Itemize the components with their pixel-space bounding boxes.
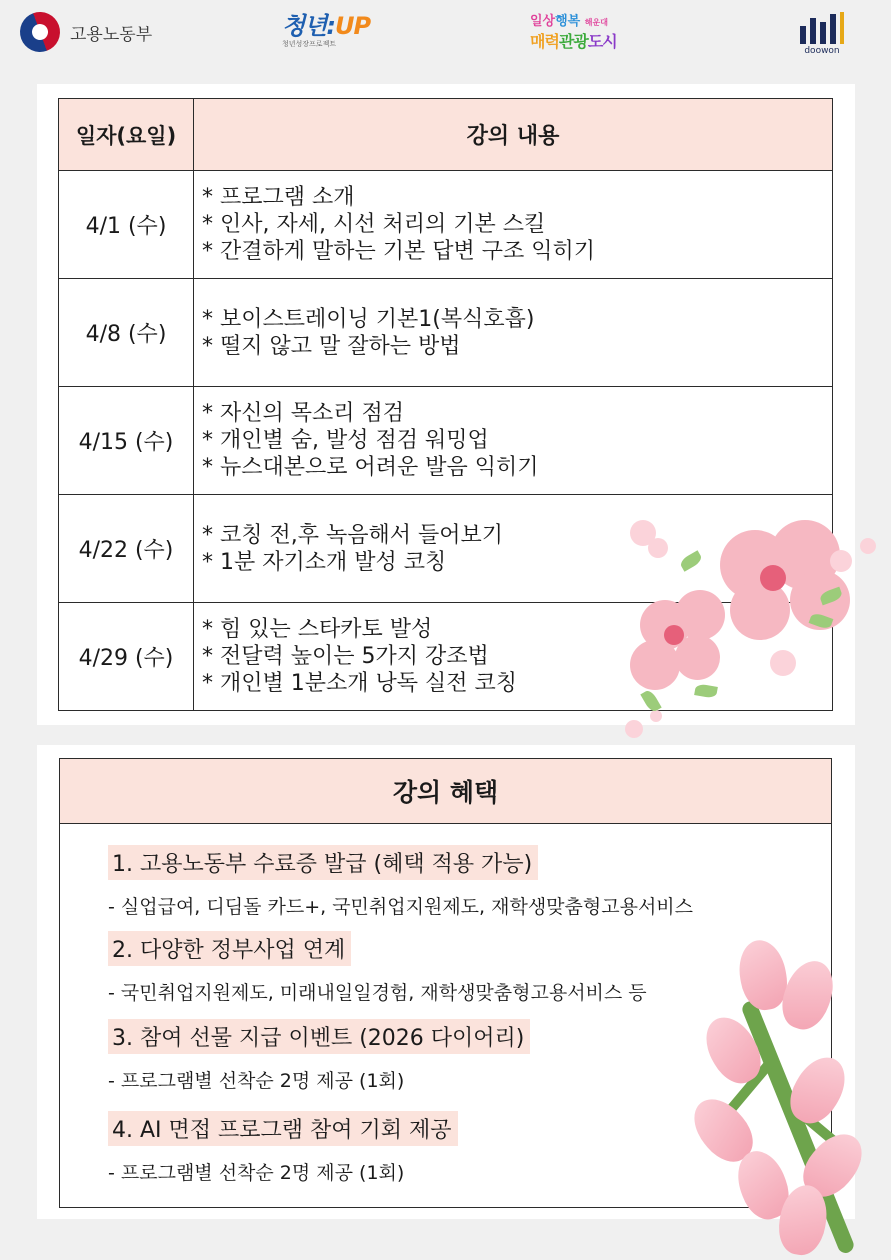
benefit-item [108,1111,458,1185]
haeundae-logo-top-b: 행복 [555,14,581,29]
haeundae-logo-top-a: 일상 [530,14,556,29]
cherry-blossom-icon [620,510,891,745]
logo-bar [0,0,891,70]
list-item: * 자신의 목소리 점검 [202,401,404,426]
schedule-header-row [59,99,833,171]
youth-logo-up: UP [334,12,371,40]
benefit-item-title: 3. 참여 선물 지급 이벤트 (2026 다이어리) [108,1019,530,1054]
benefit-item [108,1019,530,1093]
list-item: * 보이스트레이닝 기본1(복식호흡) [202,306,535,332]
benefit-item-title: 1. 고용노동부 수료증 발급 (혜택 적용 가능) [108,845,538,880]
session-date: 4/29 (수) [59,603,194,711]
taeguk-logo-icon [14,6,65,57]
benefit-item-title: 2. 다양한 정부사업 연계 [108,931,351,966]
haeundae-logo-bottom-c: 도시 [587,32,617,51]
youth-logo-main: 청년 [282,12,327,40]
list-item: * 1분 자기소개 발성 코칭 [202,549,447,575]
benefit-item-desc: - 실업급여, 디딤돌 카드+, 국민취업지원제도, 재학생맞춤형고용서비스 [108,896,694,918]
session-content [194,171,833,279]
table-row [59,279,833,387]
haeundae-logo-bottom-a: 매력 [530,32,559,51]
session-date: 4/1 (수) [59,171,194,279]
haeundae-logo-small: 해운대 [584,18,608,27]
list-item: * 코칭 전,후 녹음해서 들어보기 [202,522,503,548]
moel-logo-text: 고용노동부 [70,24,153,45]
list-item: * 전달력 높이는 5가지 강조법 [202,644,489,669]
content-column-header: 강의 내용 [194,99,833,171]
date-column-header: 일자(요일) [59,99,194,171]
benefit-item-title: 4. AI 면접 프로그램 참여 기회 제공 [108,1111,458,1146]
list-item: * 뉴스대본으로 어려운 발음 익히기 [202,455,539,480]
doowon-logo-icon [800,12,844,44]
table-row [59,171,833,279]
benefit-item-desc: - 프로그램별 선착순 2명 제공 (1회) [108,1162,405,1184]
session-content [194,279,833,387]
session-date: 4/22 (수) [59,495,194,603]
blossom-branch-icon [700,935,891,1260]
moel-logo [20,12,152,52]
list-item: * 개인별 1분소개 낭독 실전 코칭 [202,671,517,696]
youth-up-logo: 청년:UP 청년성장프로젝트 [282,12,371,48]
list-item: * 힘 있는 스타카토 발성 [202,617,433,642]
benefits-title: 강의 혜택 [60,759,831,824]
table-row [59,387,833,495]
list-item: * 인사, 자세, 시선 처리의 기본 스킬 [202,212,546,237]
benefit-item [108,845,693,919]
haeundae-logo-bottom-b: 관광 [558,32,588,51]
doowon-logo-text: doowon [804,46,840,56]
session-content [194,387,833,495]
session-date: 4/8 (수) [59,279,194,387]
list-item: * 프로그램 소개 [202,185,355,210]
session-date: 4/15 (수) [59,387,194,495]
youth-logo-sub: 청년성장프로젝트 [282,40,337,48]
list-item: * 간결하게 말하는 기본 답변 구조 익히기 [202,239,595,264]
benefit-item-desc: - 국민취업지원제도, 미래내일일경험, 재학생맞춤형고용서비스 등 [108,982,647,1004]
list-item: * 개인별 숨, 발성 점검 워밍업 [202,428,489,453]
benefit-item [108,931,647,1005]
doowon-logo [800,12,844,56]
benefit-item-desc: - 프로그램별 선착순 2명 제공 (1회) [108,1070,405,1092]
list-item: * 떨지 않고 말 잘하는 방법 [202,333,461,359]
haeundae-logo [530,10,617,56]
